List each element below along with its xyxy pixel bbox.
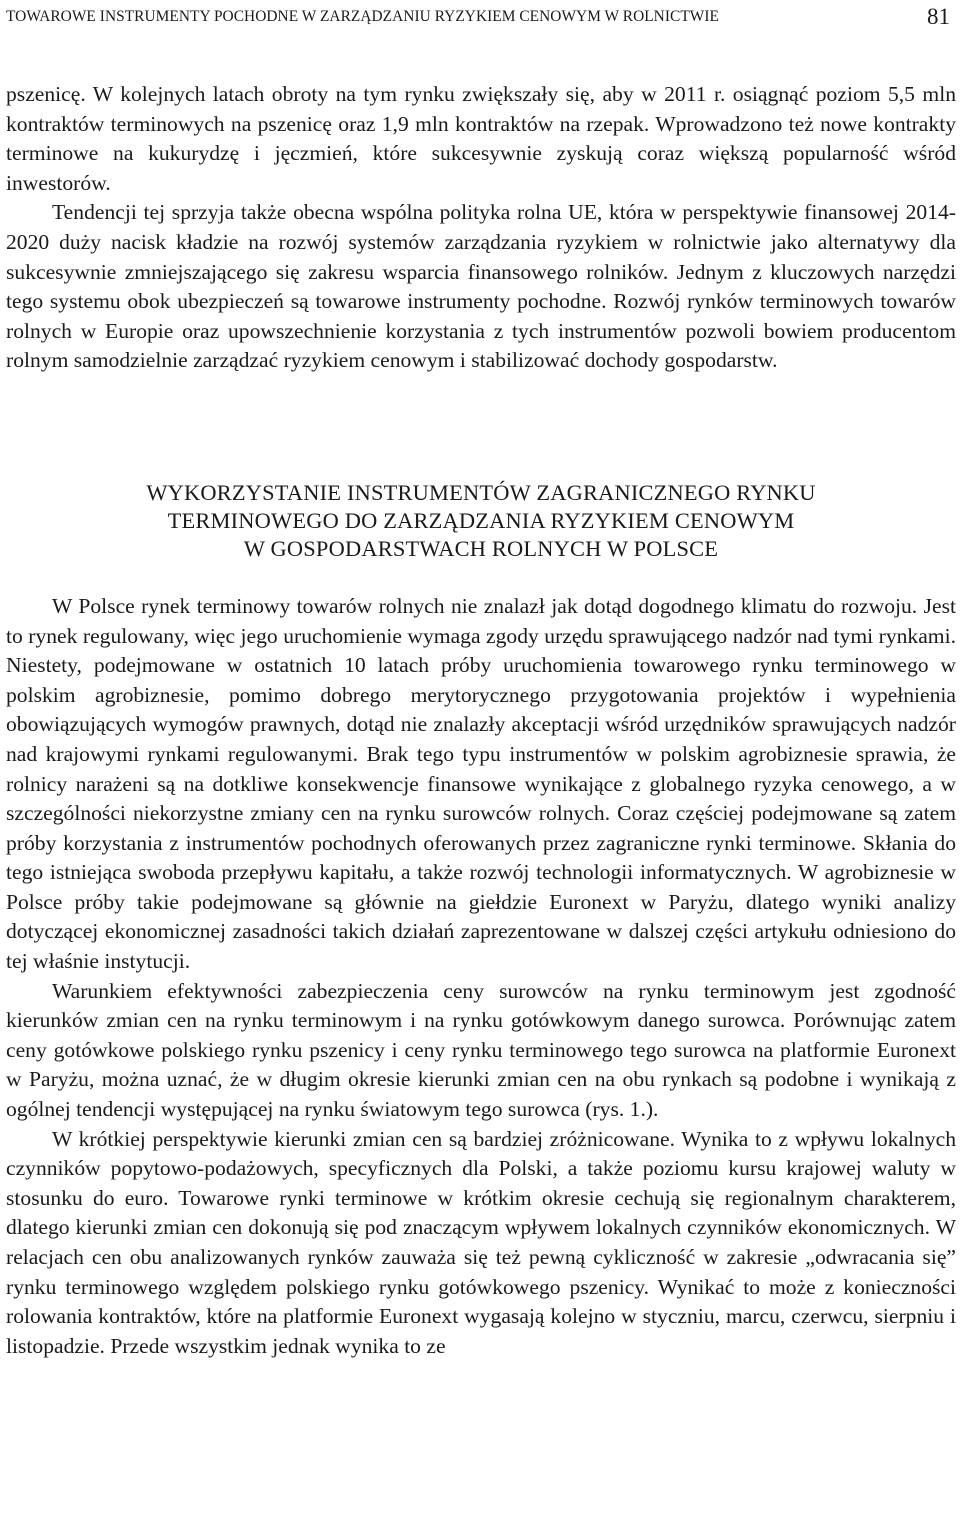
paragraph: Tendencji tej sprzyja także obecna wspólna polityka rolna UE, która w perspektywie finansowej 2014-2020 duży nacisk kładzie na rozwój systemów zarządzania ryzykiem w rolnictwie jako alternatywy dla sukcesywnie zmniejszającego się zakresu wsparcia finansowego rolników. Jednym z kluczowych narzędzi tego systemu obok ubezpieczeń są towarowe instrumenty pochodne. Rozwój rynków terminowych towarów rolnych w Europie oraz upowszechnienie korzystania z tych instrumentów pozwoli bowiem producentom rolnym samodzielnie zarządzać ryzykiem cenowym i stabilizować dochody gospodarstw. bbox=[6, 200, 956, 373]
section-heading bbox=[6, 479, 956, 563]
section-heading-line: WYKORZYSTANIE INSTRUMENTÓW ZAGRANICZNEGO RYNKU bbox=[146, 479, 816, 505]
paragraph-continued: pszenicę. W kolejnych latach obroty na tym rynku zwiększały się, aby w 2011 r. osiągnąć poziom 5,5 mln kontraktów terminowych na pszenicę oraz 1,9 mln kontraktów na rzepak. Wprowadzono też nowe kontrakty terminowe na kukurydzę i jęczmień, które sukcesywnie zyskują coraz większą popularność wśród inwestorów. bbox=[6, 82, 956, 195]
section-heading-line: TERMINOWEGO DO ZARZĄDZANIA RYZYKIEM CENOWYM bbox=[167, 507, 795, 533]
page-number: 81 bbox=[927, 4, 950, 29]
paragraph: W Polsce rynek terminowy towarów rolnych nie znalazł jak dotąd dogodnego klimatu do rozwoju. Jest to rynek regulowany, więc jego uruchomienie wymaga zgody urzędu sprawującego nadzór nad tymi rynkami. Niestety, podejmowane w ostatnich 10 latach próby uruchomienia towarowego rynku terminowego w polskim agrobiznesie, pomimo dobrego merytorycznego przygotowania projektów i wypełnienia obowiązujących wymogów prawnych, dotąd nie znalazły akceptacji wśród urzędników sprawujących nadzór nad krajowymi rynkami regulowanymi. Brak tego typu instrumentów w polskim agrobiznesie sprawia, że rolnicy narażeni są na dotkliwe konsekwencje finansowe wynikające z globalnego ryzyka cenowego, a w szczególności niekorzystne zmiany cen na rynku surowców rolnych. Coraz częściej podejmowane są zatem próby korzystania z instrumentów pochodnych oferowanych przez zagraniczne rynki terminowe. Skłania do tego istniejąca swoboda przepływu kapitału, a także rozwój technologii informatycznych. W agrobiznesie w Polsce próby takie podejmowane są głównie na giełdzie Euronext w Paryżu, dlatego wyniki analizy dotyczącej ekonomicznej zasadności takich działań zaprezentowane w dalszej części artykułu odniesiono do tej właśnie instytucji. bbox=[6, 593, 956, 974]
paragraph: Warunkiem efektywności zabezpieczenia ceny surowców na rynku terminowym jest zgodność kierunków zmian cen na rynku terminowym i na rynku gotówkowym danego surowca. Porównując zatem ceny gotówkowe polskiego rynku pszenicy i ceny rynku terminowego tego surowca na platformie Euronext w Paryżu, można uznać, że w długim okresie kierunki zmian cen na obu rynkach są podobne i wynikają z ogólnej tendencji występującej na rynku światowym tego surowca (rys. 1.). bbox=[6, 978, 956, 1122]
section-heading-line: W GOSPODARSTWACH ROLNYCH W POLSCE bbox=[243, 535, 719, 561]
running-header-title: TOWAROWE INSTRUMENTY POCHODNE W ZARZĄDZANIU RYZYKIEM CENOWYM W ROLNICTWIE bbox=[6, 8, 719, 25]
paragraph: W krótkiej perspektywie kierunki zmian cen są bardziej zróżnicowane. Wynika to z wpływu lokalnych czynników popytowo-podażowych, specyficznych dla Polski, a także poziomu kursu krajowej waluty w stosunku do euro. Towarowe rynki terminowe w krótkim okresie cechują się regionalnym charakterem, dlatego kierunki zmian cen dokonują się pod znaczącym wpływem lokalnych czynników ekonomicznych. W relacjach cen obu analizowanych rynków zauważa się też pewną cykliczność w zakresie „odwracania się” rynku terminowego względem polskiego rynku gotówkowego pszenicy. Wynikać to może z konieczności rolowania kontraktów, które na platformie Euronext wygasają kolejno w styczniu, marcu, czerwcu, sierpniu i listopadzie. Przede wszystkim jednak wynika to ze bbox=[6, 1126, 956, 1358]
article-body bbox=[6, 80, 956, 1361]
running-header bbox=[6, 0, 950, 34]
